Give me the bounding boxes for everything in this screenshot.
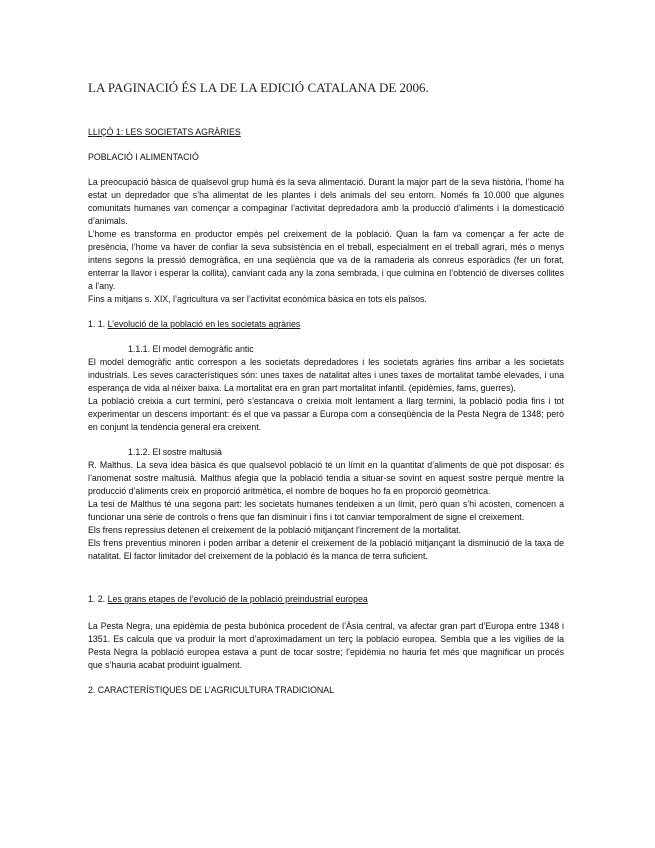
paragraph: El model demogràfic antic correspon a les societats depredadores i les societats agràries fins arribar a les societats industrials. Les seves característiques són: unes taxes de natalitat altes i unes taxes de mortalitat també elevades, i una esperança de vida al néixer baixa. La mortalitat era en gran part mortalitat infantil. (epidèmies, fams, guerres). [88, 357, 564, 393]
section-title: L’evolució de la població en les societats agràries [107, 319, 301, 329]
lesson-subtitle: POBLACIÓ I ALIMENTACIÓ [88, 152, 199, 162]
section-title: Les grans etapes de l’evolució de la població preindustrial europea [107, 594, 368, 604]
section-number: 1. 1. [88, 319, 106, 329]
paragraph: Els frens preventius minoren i poden arribar a detenir el creixement de la població mitjançant la disminució de la taxa de natalitat. El factor limitador del creixement de la població és la manca de terra suficient. [88, 538, 564, 561]
section-heading-1-1 [88, 318, 564, 331]
paragraph: La població creixia a curt termini, però s’estancava o creixia molt lentament a llarg termini, la població podia fins i tot experimentar un descens important: és el que va passar a Europa com a conseqüència de la Pesta Negra de 1348; però en conjunt la tendència general era creixent. [88, 396, 564, 432]
paragraph: La Pesta Negra, una epidèmia de pesta bubònica procedent de l’Àsia central, va afectar gran part d’Europa entre 1348 i 1351. Es calcula que va produir la mort d’aproximadament un terç la població europea. Sembla que a les vigílies de la Pesta Negra la població europea estava a punt de tocar sostre; l’epidèmia no hauria fet més que magnificar un procés que s’hauria acabat produint igualment. [88, 621, 564, 670]
edition-note: LA PAGINACIÓ ÉS LA DE LA EDICIÓ CATALANA DE 2006. [88, 80, 429, 95]
paragraph: L’home es transforma en productor empès pel creixement de la població. Quan la fam va començar a fer acte de presència, l’home va haver de confiar la seva subsistència en el treball, especialment en el treball agrari, més o menys intens segons la pressió demogràfica, en una seqüència que va de la ramaderia als conreus esporàdics (fer un forat, enterrar la llavor i esperar la collita), canviant cada any la zona sembrada, i que culmina en l’obtenció de diverses collites a l’any. [88, 229, 564, 291]
section-heading-1-2 [88, 593, 564, 606]
paragraph: R. Malthus. La seva idea bàsica és que qualsevol població té un límit en la quantitat d’aliments de què pot disposar: és l’anomenat sostre maltusià. Malthus afegia que la població tendia a situar-se sovint en aquest sostre perquè mentre la producció d’aliments creix en proporció aritmètica, el nombre de boques ho fa en proporció geomètrica. [88, 460, 564, 496]
subsection-heading-1-1-1: 1.1.1. El model demogràfic antic [128, 344, 254, 354]
paragraph: Els frens repressius detenen el creixement de la població mitjançant l’increment de la mortalitat. [88, 525, 462, 535]
section-number: 1. 2. [88, 594, 106, 604]
paragraph: La tesi de Malthus té una segona part: les societats humanes tendeixen a un límit, però quan s’hi acosten, comencen a funcionar una sèrie de controls o frens que fan disminuir i fins i tot canviar temporalment de signe el creixement. [88, 499, 564, 522]
document-body [88, 126, 564, 697]
section-heading-2: 2. CARACTERÍSTIQUES DE L’AGRICULTURA TRADICIONAL [88, 685, 335, 695]
paragraph: La preocupació bàsica de qualsevol grup humà és la seva alimentació. Durant la major part de la seva història, l’home ha estat un depredador que s’ha alimentat de les plantes i dels animals del seu entorn. Només fa 10.000 que algunes comunitats humanes van començar a compaginar l’activitat depredadora amb la producció d’aliments i la domesticació d’animals. [88, 177, 564, 226]
subsection-heading-1-1-2: 1.1.2. El sostre maltusià [128, 447, 222, 457]
paragraph: Fins a mitjans s. XIX, l’agricultura va ser l’activitat econòmica bàsica en tots els països. [88, 294, 427, 304]
lesson-title: LLIÇÓ 1: LES SOCIETATS AGRÀRIES [88, 127, 241, 137]
